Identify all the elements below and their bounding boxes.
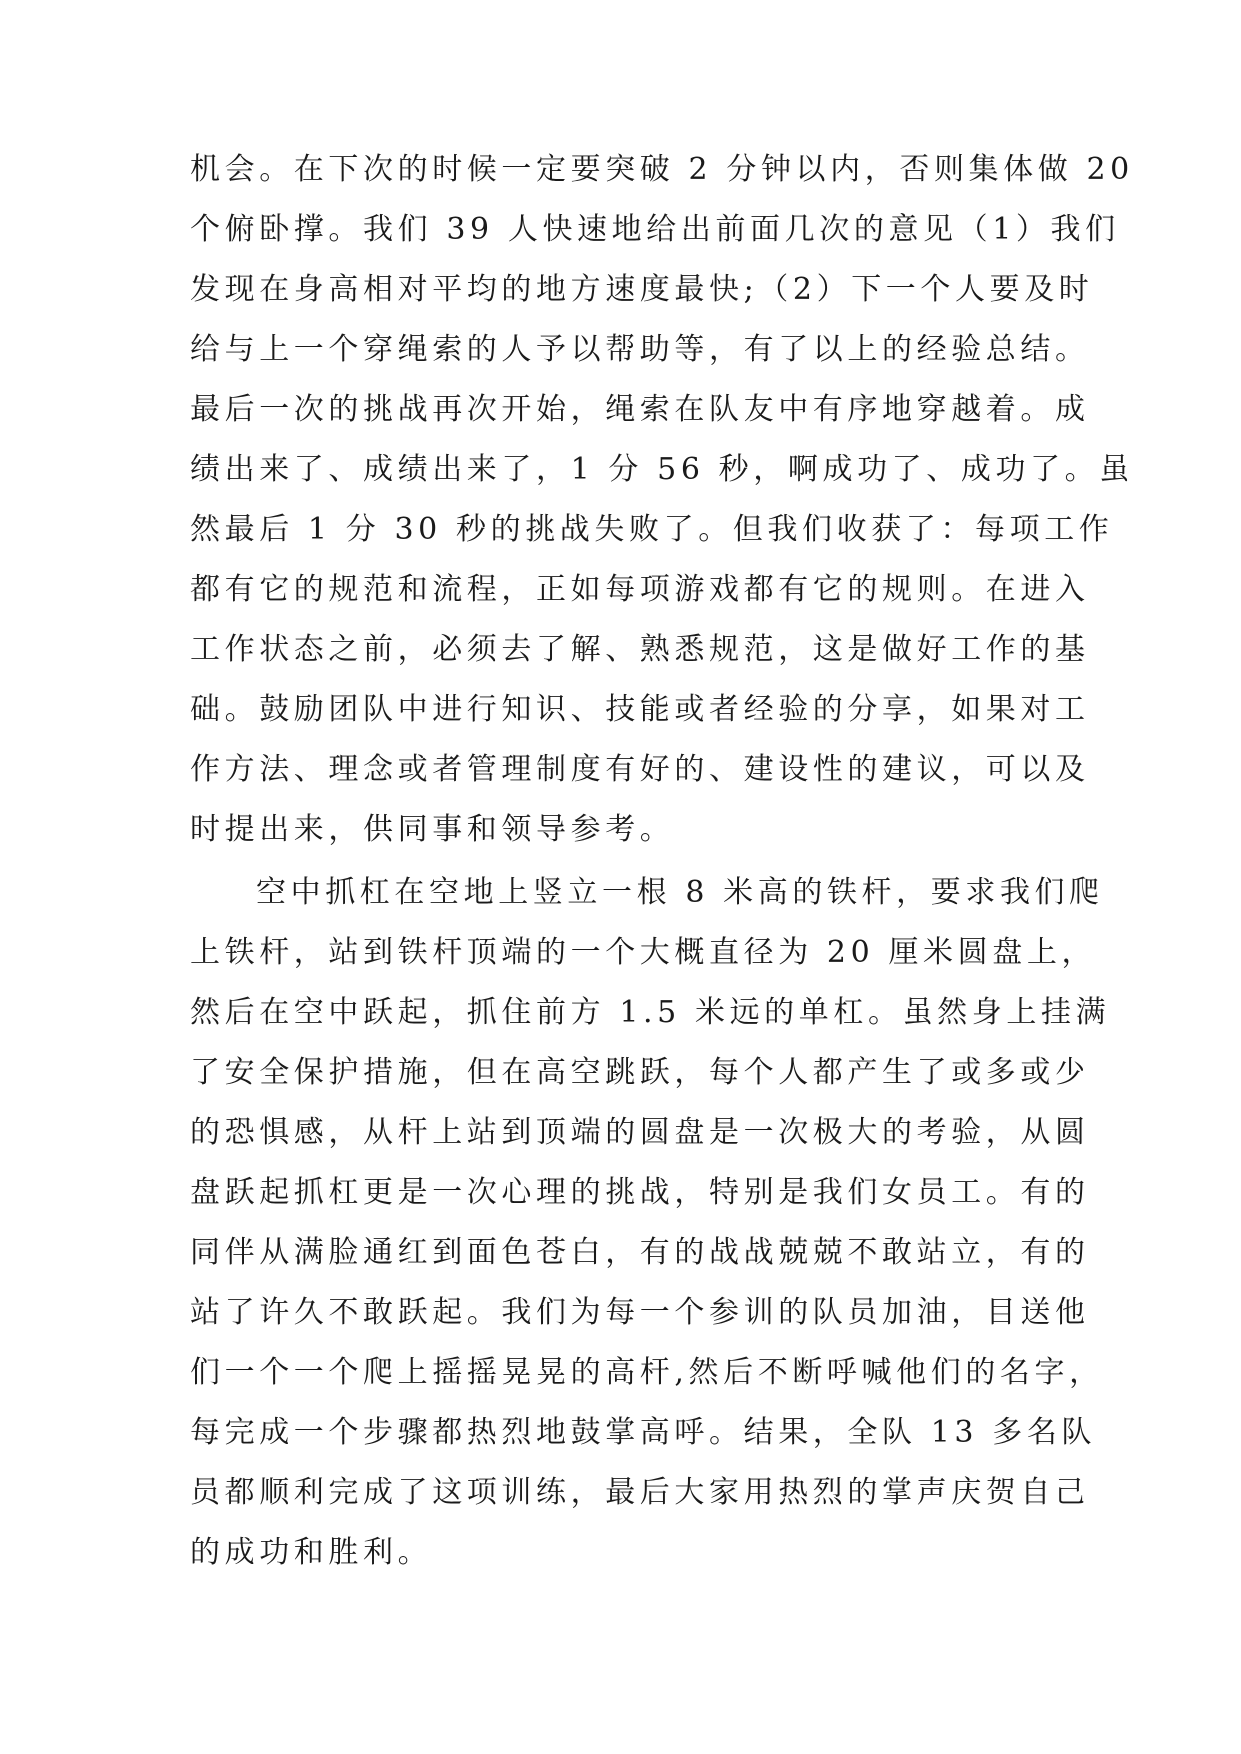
paragraph-1-line-4: 给与上一个穿绳索的人予以帮助等，有了以上的经验总结。 bbox=[190, 332, 1090, 367]
paragraph-2-line-11: 员都顺利完成了这项训练，最后大家用热烈的掌声庆贺自己 bbox=[190, 1475, 1090, 1510]
paragraph-2-line-5: 的恐惧感，从杆上站到顶端的圆盘是一次极大的考验，从圆 bbox=[190, 1115, 1090, 1150]
paragraph-1-line-11: 作方法、理念或者管理制度有好的、建设性的建议，可以及 bbox=[190, 752, 1090, 787]
paragraph-1-line-6: 绩出来了、成绩出来了，1 分 56 秒，啊成功了、成功了。虽 bbox=[190, 452, 1134, 487]
paragraph-2-line-1: 空中抓杠在空地上竖立一根 8 米高的铁杆，要求我们爬 bbox=[256, 875, 1104, 910]
paragraph-2-line-6: 盘跃起抓杠更是一次心理的挑战，特别是我们女员工。有的 bbox=[190, 1175, 1090, 1210]
paragraph-2-line-2: 上铁杆，站到铁杆顶端的一个大概直径为 20 厘米圆盘上， bbox=[190, 935, 1097, 970]
paragraph-2-line-9: 们一个一个爬上摇摇晃晃的高杆,然后不断呼喊他们的名字， bbox=[190, 1355, 1104, 1390]
paragraph-1-line-9: 工作状态之前，必须去了解、熟悉规范，这是做好工作的基 bbox=[190, 632, 1090, 667]
paragraph-2-line-8: 站了许久不敢跃起。我们为每一个参训的队员加油，目送他 bbox=[190, 1295, 1090, 1330]
paragraph-1-line-7: 然最后 1 分 30 秒的挑战失败了。但我们收获了：每项工作 bbox=[190, 512, 1114, 547]
paragraph-1-line-5: 最后一次的挑战再次开始，绳索在队友中有序地穿越着。成 bbox=[190, 392, 1090, 427]
paragraph-2-line-4: 了安全保护措施，但在高空跳跃，每个人都产生了或多或少 bbox=[190, 1055, 1090, 1090]
paragraph-1-line-12: 时提出来，供同事和领导参考。 bbox=[190, 812, 675, 847]
paragraph-1-line-8: 都有它的规范和流程，正如每项游戏都有它的规则。在进入 bbox=[190, 572, 1090, 607]
paragraph-2-line-10: 每完成一个步骤都热烈地鼓掌高呼。结果，全队 13 多名队 bbox=[190, 1415, 1097, 1450]
paragraph-1-line-3: 发现在身高相对平均的地方速度最快;（2）下一个人要及时 bbox=[190, 272, 1094, 307]
paragraph-2-line-7: 同伴从满脸通红到面色苍白，有的战战兢兢不敢站立，有的 bbox=[190, 1235, 1090, 1270]
paragraph-2-line-3: 然后在空中跃起，抓住前方 1.5 米远的单杠。虽然身上挂满 bbox=[190, 995, 1111, 1030]
paragraph-1-line-1: 机会。在下次的时候一定要突破 2 分钟以内，否则集体做 20 bbox=[190, 152, 1134, 187]
paragraph-2-line-12: 的成功和胜利。 bbox=[190, 1535, 433, 1570]
paragraph-1-line-2: 个俯卧撑。我们 39 人快速地给出前面几次的意见（1）我们 bbox=[190, 212, 1120, 247]
paragraph-1-line-10: 础。鼓励团队中进行知识、技能或者经验的分享，如果对工 bbox=[190, 692, 1090, 727]
